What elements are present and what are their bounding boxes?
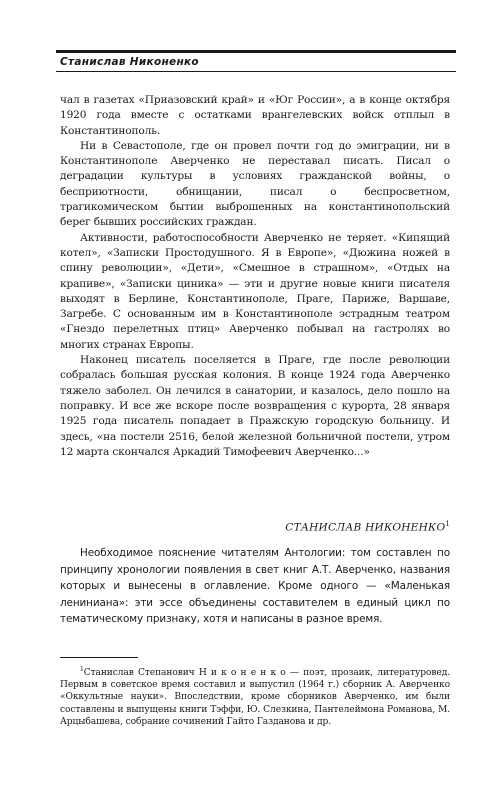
header-rule-top [56, 50, 456, 53]
running-header [56, 50, 456, 74]
main-text [60, 93, 450, 460]
footnote-separator [60, 657, 138, 658]
paragraph-1: чал в газетах «Приазовский край» и «Юг России», а в конце октября 1920 года вместе с остатками врангелевских войск отплыл в Константинополь. [60, 94, 450, 137]
anthology-note: Необходимое пояснение читателям Антологии: том составлен по принципу хронологии появления в свет книг А.Т. Аверченко, названия которых и вынесены в оглавление. Кроме одного — «Маленькая лениниана»: эти эссе объединены составителем в единый цикл по тематическому признаку, хотя и написаны в разное время. [60, 547, 450, 626]
header-rule-bottom [56, 71, 456, 72]
footnote [60, 664, 450, 728]
footnote-mark: 1 [80, 666, 84, 673]
signature-name: СТАНИСЛАВ НИКОНЕНКО [285, 521, 446, 534]
signature-footnote-mark: 1 [445, 520, 450, 528]
footnote-text: Станислав Степанович Н и к о н е н к о — поэт, прозаик, литературовед. Первым в советское время составил и выпустил (1964 г.) сборник А. Аверченко «Оккультные науки». Впоследствии, кроме сборников Аверченко, им были составлены и выпущены книги Тэффи, Ю. Слезкина, Пантелеймона Романова, М. Арцыбашева, собрание сочинений Гайто Газданова и др. [60, 668, 450, 727]
paragraph-4: Наконец писатель поселяется в Праге, где после революции собралась большая русская колония. В конце 1924 года Аверченко тяжело заболел. Он лечился в санатории, и казалось, дело пошло на поправку. И все же вскоре после возвращения с курорта, 28 января 1925 года писатель попадает в Пражскую городскую больницу. И здесь, «на постели 2516, белой железной больничной постели, утром 12 марта скончался Аркадий Тимофеевич Аверченко...» [60, 354, 450, 458]
paragraph-3: Активности, работоспособности Аверченко не теряет. «Кипящий котел», «Записки Простодушного. Я в Европе», «Дюжина ножей в спину революции», «Дети», «Смешное в страшном», «Отдых на крапиве», «Записки циника» — эти и другие новые книги писателя выходят в Берлине, Константинополе, Праге, Париже, Варшаве, Загребе. С основанным им в Константинополе эстрадным театром «Гнездо перелетных птиц» Аверченко побывал на гастролях во многих странах Европы. [60, 231, 450, 351]
paragraph-2: Ни в Севастополе, где он провел почти год до эмиграции, ни в Константинополе Аверченко не переставал писать. Писал о деградации культуры в условиях гражданской войны, о бесприютности, обнищании, писал о беспросветном, трагикомическом бытии выброшенных на константинопольский берег бывших российских граждан. [60, 139, 450, 229]
running-header-title: Станислав Никоненко [60, 56, 199, 68]
author-signature [60, 520, 450, 534]
